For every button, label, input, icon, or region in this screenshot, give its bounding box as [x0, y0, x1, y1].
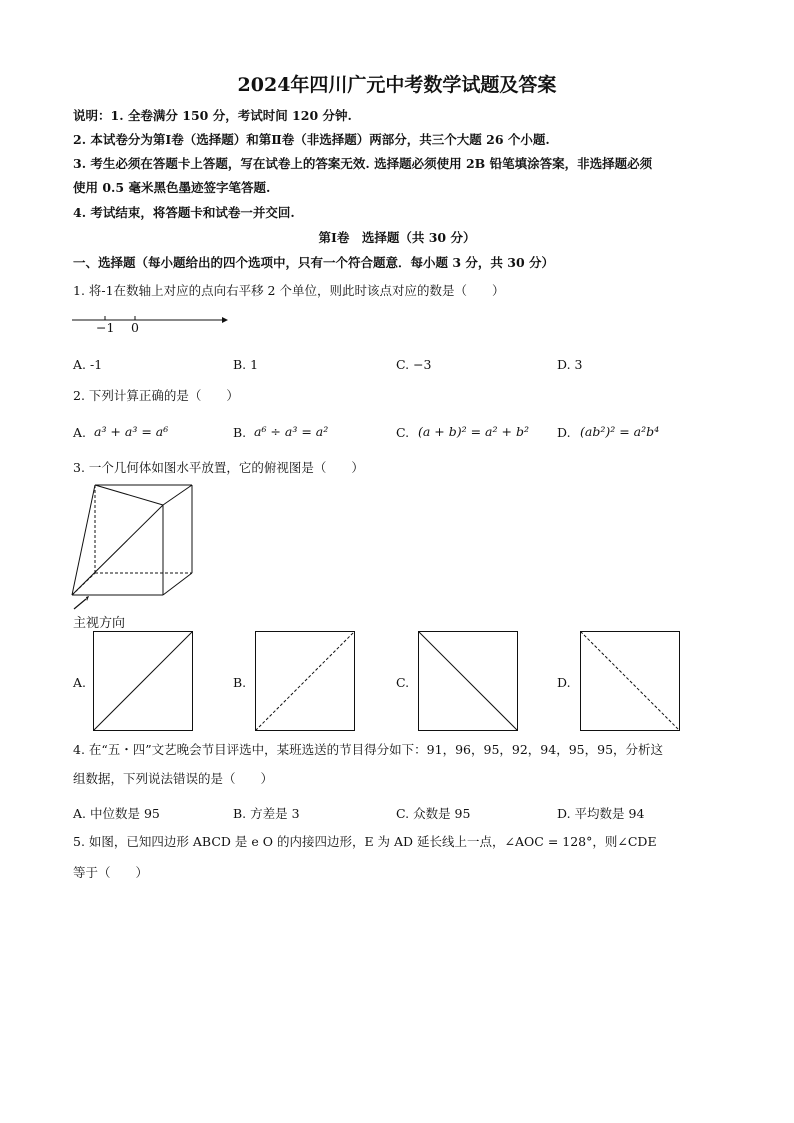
- page-title: 2024年四川广元中考数学试题及答案: [237, 74, 557, 96]
- q3-stem: 3. 一个几何体如图水平放置，它的俯视图是（ ）: [73, 460, 364, 475]
- q1-option-b: B. 1: [233, 357, 259, 372]
- q2-option-b-letter: B.: [233, 425, 247, 440]
- instruction-2: 2. 本试卷分为第Ⅰ卷（选择题）和第Ⅱ卷（非选择题）两部分，共三个大题 26 个小题.: [73, 132, 550, 147]
- view-direction-label: 主视方向: [73, 616, 126, 631]
- q2-option-b-expr: a⁶ ÷ a³ = a²: [254, 424, 329, 439]
- q3-option-a-figure: [93, 631, 193, 731]
- q4-stem-line1: 4. 在“五・四”文艺晚会节目评选中，某班选送的节目得分如下：91，96，95，92，94，95，95，分析这: [73, 742, 664, 757]
- section-title: 第Ⅰ卷 选择题（共 30 分）: [318, 230, 476, 245]
- q4-stem-line2: 组数据，下列说法错误的是（ ）: [73, 771, 274, 786]
- instruction-1: 说明：1. 全卷满分 150 分，考试时间 120 分钟.: [73, 108, 352, 123]
- axis-label-0: 0: [131, 320, 139, 335]
- q3-option-b-figure: [255, 631, 355, 731]
- axis-label-neg1: −1: [96, 320, 115, 335]
- q1-option-c: C. −3: [396, 357, 432, 372]
- q3-option-c-label: C.: [396, 675, 410, 690]
- q1-stem: 1. 将-1在数轴上对应的点向右平移 2 个单位，则此时该点对应的数是（ ）: [73, 283, 505, 298]
- q3-option-a-label: A.: [73, 675, 87, 690]
- q2-stem: 2. 下列计算正确的是（ ）: [73, 388, 239, 403]
- instruction-5: 4. 考试结束，将答题卡和试卷一并交回.: [73, 205, 295, 220]
- q4-option-c: C. 众数是 95: [396, 806, 471, 821]
- q2-option-c-expr: (a + b)² = a² + b²: [418, 424, 529, 439]
- q1-option-d: D. 3: [557, 357, 583, 372]
- q2-option-d-letter: D.: [557, 425, 571, 440]
- q3-option-d-label: D.: [557, 675, 571, 690]
- q4-option-a: A. 中位数是 95: [73, 806, 160, 821]
- solid-figure: [70, 483, 195, 603]
- q2-option-a-letter: A.: [73, 425, 87, 440]
- q2-option-a-expr: a³ + a³ = a⁶: [94, 424, 169, 439]
- q3-option-d-figure: [580, 631, 680, 731]
- q5-stem-line2: 等于（ ）: [73, 865, 149, 880]
- q3-option-b-label: B.: [233, 675, 247, 690]
- q3-option-c-figure: [418, 631, 518, 731]
- q4-option-b: B. 方差是 3: [233, 806, 300, 821]
- q4-option-d: D. 平均数是 94: [557, 806, 645, 821]
- q2-option-d-expr: (ab²)² = a²b⁴: [580, 424, 660, 439]
- instruction-3: 3. 考生必须在答题卡上答题，写在试卷上的答案无效. 选择题必须使用 2B 铅笔填涂答案，非选择题必须: [73, 156, 653, 171]
- instruction-4: 使用 0.5 毫米黑色墨迹签字笔答题.: [73, 180, 271, 195]
- q5-stem-line1: 5. 如图，已知四边形 ABCD 是 e O 的内接四边形，E 为 AD 延长线上一点，∠AOC = 128°，则∠CDE: [73, 834, 657, 849]
- part-heading: 一、选择题（每小题给出的四个选项中，只有一个符合题意．每小题 3 分，共 30 分）: [73, 255, 555, 270]
- q2-option-c-letter: C.: [396, 425, 410, 440]
- q1-option-a: A. -1: [73, 357, 103, 372]
